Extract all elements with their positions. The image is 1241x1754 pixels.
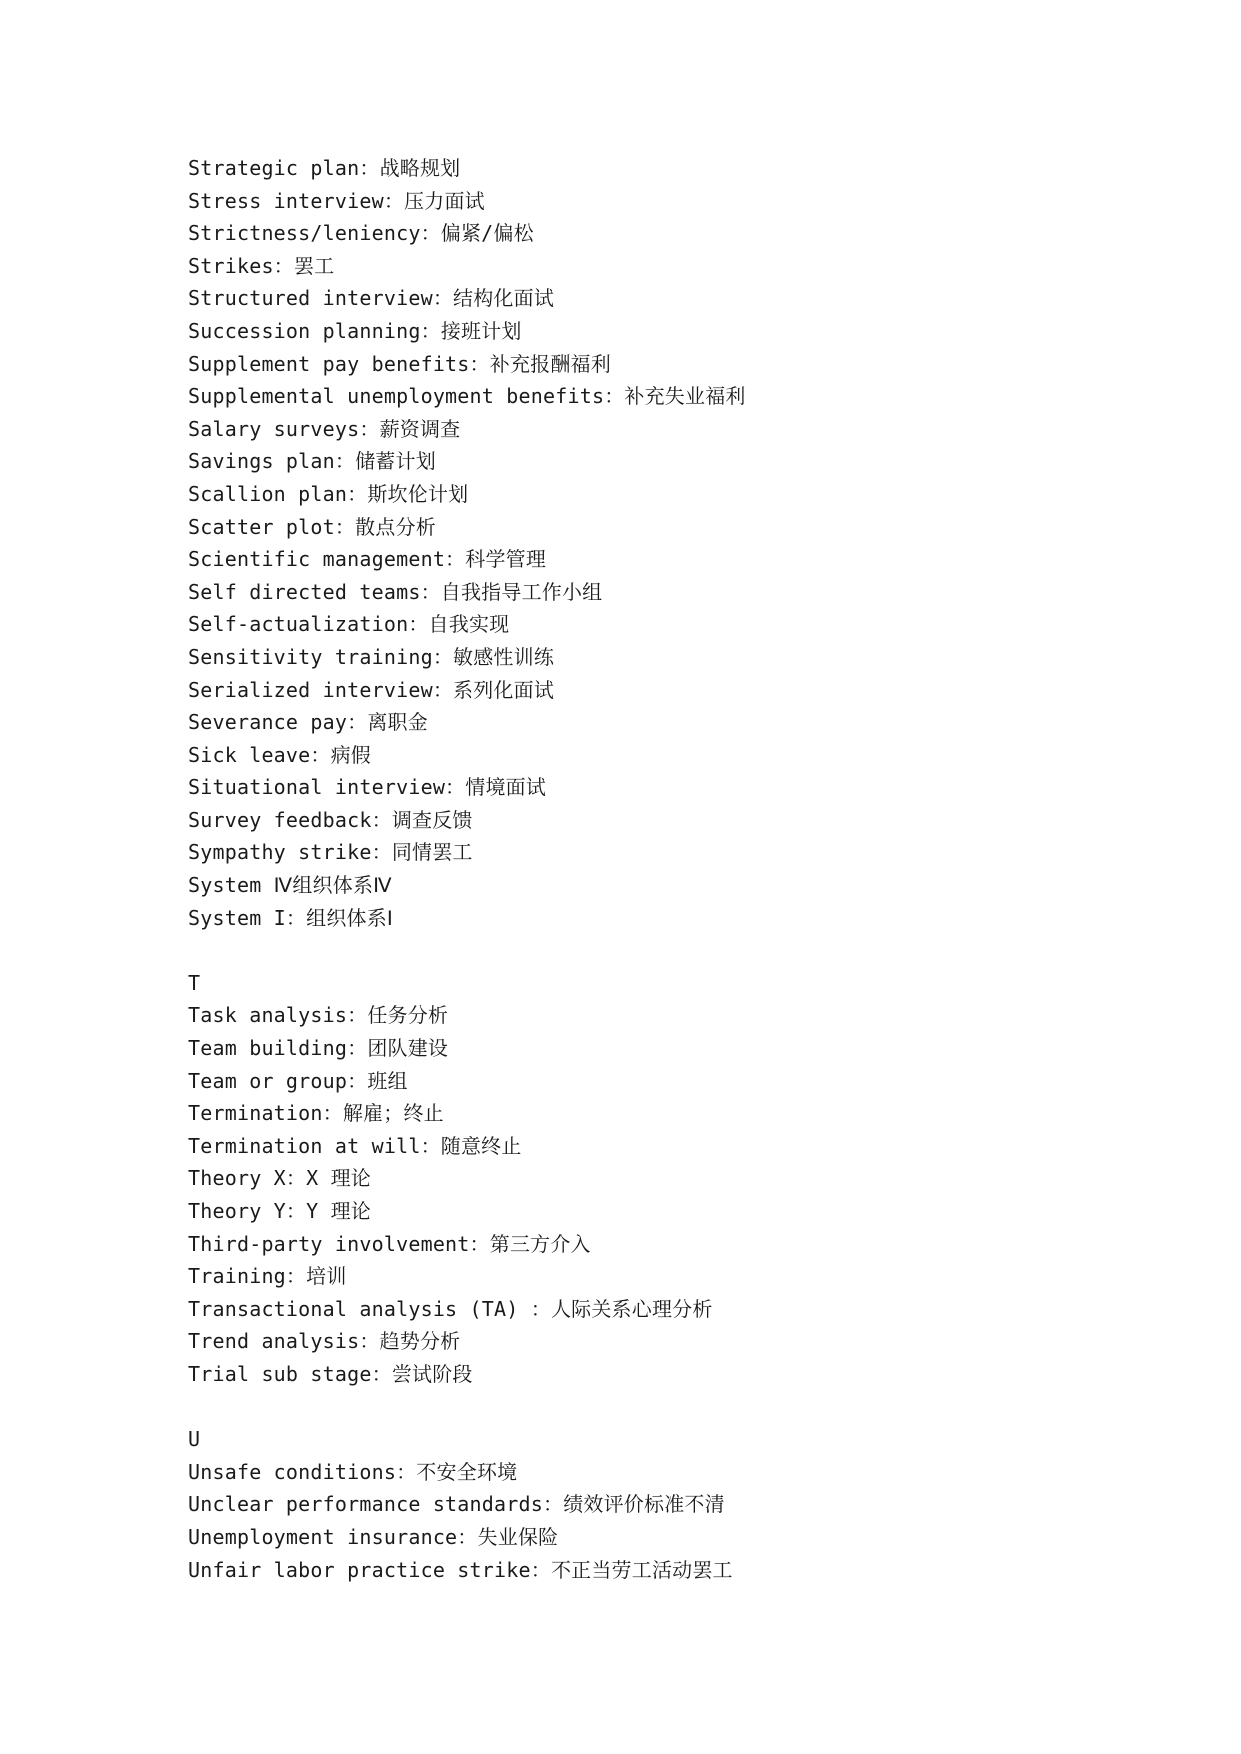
glossary-entry: Salary surveys：薪资调查	[188, 416, 461, 441]
glossary-entry: Training：培训	[188, 1264, 347, 1289]
glossary-entry: Theory X：X 理论	[188, 1166, 372, 1191]
glossary-entry: Strategic plan：战略规划	[188, 156, 461, 180]
glossary-entry: Transactional analysis (TA) ：人际关系心理分析	[188, 1296, 713, 1321]
glossary-entry: Unsafe conditions：不安全环境	[188, 1459, 518, 1484]
glossary-entry: Unfair labor practice strike：不正当劳工活动罢工	[188, 1557, 733, 1582]
glossary-section-s	[188, 152, 1088, 934]
glossary-entry: Third-party involvement：第三方介入	[188, 1231, 591, 1256]
glossary-entry: Scallion plan：斯坎伦计划	[188, 481, 469, 506]
glossary-entry: Survey feedback：调查反馈	[188, 807, 473, 832]
glossary-entry: Structured interview：结构化面试	[188, 286, 555, 311]
glossary-entry: Trial sub stage：尝试阶段	[188, 1361, 473, 1386]
glossary-entry: Unemployment insurance：失业保险	[188, 1524, 559, 1549]
glossary-entry: Task analysis：任务分析	[188, 1003, 449, 1028]
glossary-section-u	[188, 1423, 1088, 1586]
glossary-entry: Sympathy strike：同情罢工	[188, 840, 473, 865]
glossary-entry: Termination at will：随意终止	[188, 1133, 522, 1158]
glossary-entry: Self-actualization：自我实现	[188, 612, 510, 637]
glossary-entry: Supplement pay benefits：补充报酬福利	[188, 351, 611, 376]
glossary-entry: Sensitivity training：敏感性训练	[188, 644, 555, 669]
glossary-entry: Termination：解雇；终止	[188, 1101, 444, 1126]
glossary-entry: Sick leave：病假	[188, 742, 372, 767]
section-spacer	[188, 1391, 1088, 1424]
glossary-entry: Scientific management：科学管理	[188, 547, 547, 572]
glossary-entry: Savings plan：储蓄计划	[188, 449, 436, 474]
glossary-entry: Stress interview：压力面试	[188, 188, 485, 213]
glossary-entry: Team building：团队建设	[188, 1036, 449, 1061]
glossary-entry: System I：组织体系Ⅰ	[188, 905, 394, 930]
glossary-entry: Trend analysis：趋势分析	[188, 1329, 461, 1354]
glossary-entry: Strikes：罢工	[188, 253, 335, 278]
section-heading-t: T	[188, 970, 201, 995]
glossary-section-t	[188, 967, 1088, 1391]
glossary-entry: Theory Y：Y 理论	[188, 1199, 372, 1223]
glossary-entry: Unclear performance standards：绩效评价标准不清	[188, 1492, 725, 1517]
section-spacer	[188, 934, 1088, 967]
glossary-entry: Severance pay：离职金	[188, 710, 428, 735]
section-heading-u: U	[188, 1427, 201, 1452]
glossary-entry: Supplemental unemployment benefits：补充失业福利	[188, 384, 746, 409]
glossary-entry: System Ⅳ组织体系Ⅳ	[188, 873, 392, 898]
glossary-entry: Situational interview：情境面试	[188, 775, 547, 800]
glossary-page	[188, 152, 1088, 1586]
glossary-entry: Strictness/leniency：偏紧/偏松	[188, 221, 534, 246]
glossary-entry: Succession planning：接班计划	[188, 318, 522, 343]
glossary-entry: Serialized interview：系列化面试	[188, 677, 555, 702]
glossary-entry: Self directed teams：自我指导工作小组	[188, 579, 603, 604]
glossary-entry: Team or group：班组	[188, 1068, 408, 1093]
glossary-entry: Scatter plot：散点分析	[188, 514, 436, 539]
